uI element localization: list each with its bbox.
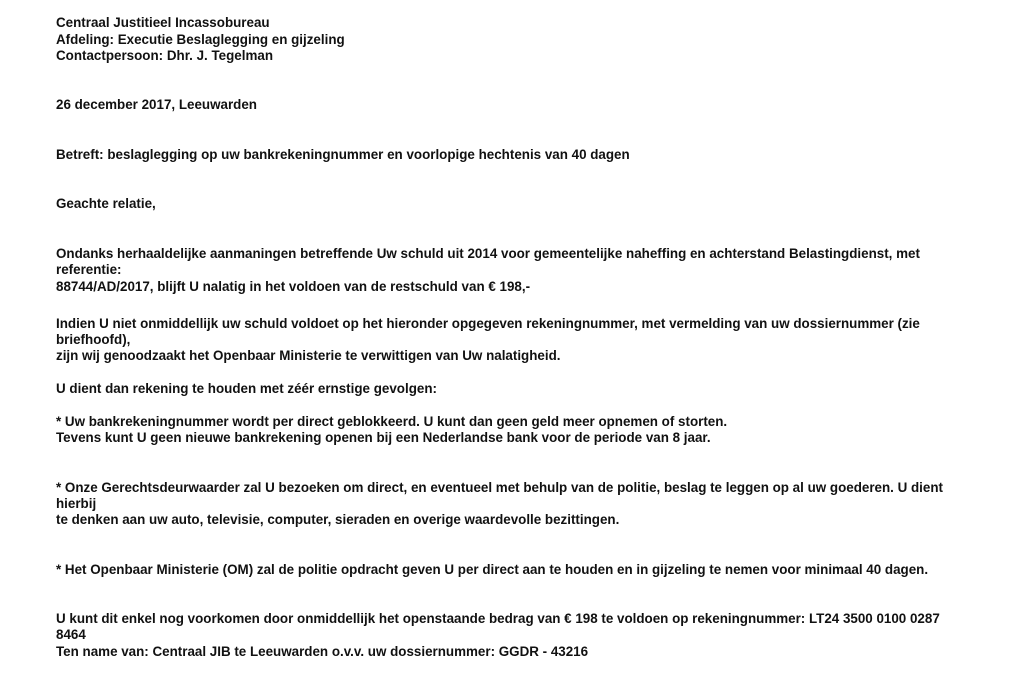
- consequence-line: te denken aan uw auto, televisie, computer, sieraden en overige waardevolle bezittingen.: [56, 512, 620, 527]
- paragraph-line: Indien U niet onmiddellijk uw schuld voldoet op het hieronder opgegeven rekeningnummer, met vermelding van uw dossiernummer (zie: [56, 316, 920, 331]
- subject-line: Betreft: beslaglegging op uw bankrekeningnummer en voorlopige hechtenis van 40 dagen: [56, 147, 630, 162]
- consequence-line: * Uw bankrekeningnummer wordt per direct geblokkeerd. U kunt dan geen geld meer opnemen of storten.: [56, 414, 728, 429]
- paragraph-line: Ondanks herhaaldelijke aanmaningen betreffende Uw schuld uit 2014 voor gemeentelijke naheffing en achterstand Belastingdienst, met: [56, 246, 920, 261]
- date-place: 26 december 2017, Leeuwarden: [56, 97, 257, 112]
- consequence-line: * Onze Gerechtsdeurwaarder zal U bezoeken om direct, en eventueel met behulp van de politie, beslag te leggen op al uw goederen. U dient: [56, 480, 943, 495]
- closing-line: Ten name van: Centraal JIB te Leeuwarden o.v.v. uw dossiernummer: GGDR - 43216: [56, 644, 589, 659]
- consequences-intro: U dient dan rekening te houden met zéér ernstige gevolgen:: [56, 381, 437, 396]
- paragraph-line: referentie:: [56, 262, 122, 277]
- sender-department: Afdeling: Executie Beslaglegging en gijzeling: [56, 32, 345, 47]
- paragraph-line: briefhoofd),: [56, 332, 131, 347]
- paragraph-line: 88744/AD/2017, blijft U nalatig in het voldoen van de restschuld van € 198,-: [56, 279, 531, 294]
- paragraph-line: zijn wij genoodzaakt het Openbaar Ministerie te verwittigen van Uw nalatigheid.: [56, 348, 561, 363]
- sender-organization: Centraal Justitieel Incassobureau: [56, 15, 270, 30]
- closing-line: U kunt dit enkel nog voorkomen door onmiddellijk het openstaande bedrag van € 198 te voldoen op rekeningnummer: LT24 3500 0100 0287: [56, 611, 940, 626]
- consequence-line: Tevens kunt U geen nieuwe bankrekening openen bij een Nederlandse bank voor de periode van 8 jaar.: [56, 430, 711, 445]
- sender-contact: Contactpersoon: Dhr. J. Tegelman: [56, 48, 274, 63]
- closing-line: 8464: [56, 627, 86, 642]
- salutation: Geachte relatie,: [56, 196, 156, 211]
- consequence-line: * Het Openbaar Ministerie (OM) zal de politie opdracht geven U per direct aan te houden en in gijzeling te nemen voor minimaal 40 dagen.: [56, 562, 929, 577]
- consequence-line: hierbij: [56, 496, 97, 511]
